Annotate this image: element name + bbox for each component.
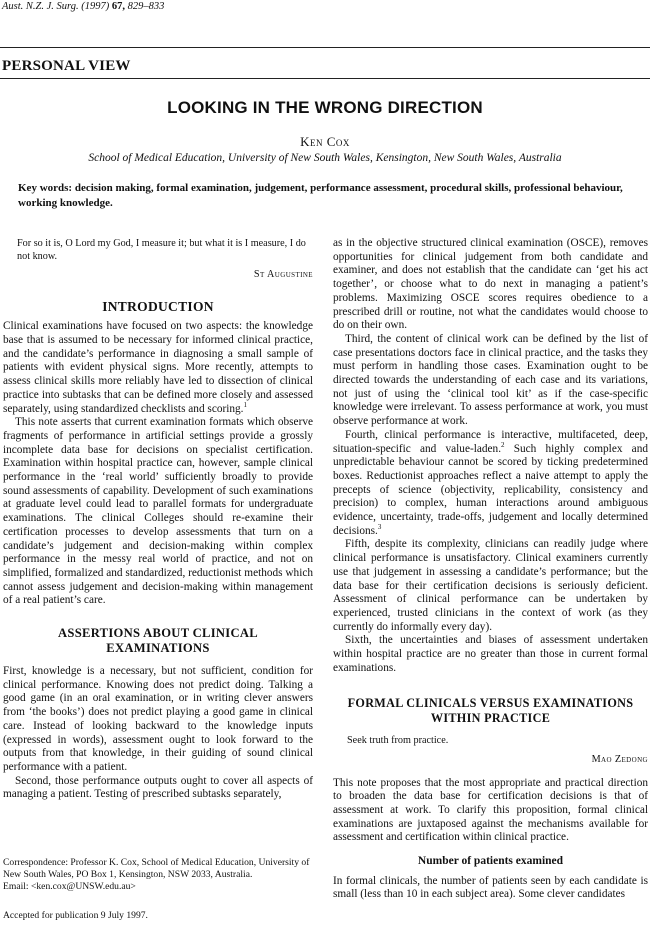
formal-paragraph-1: This note proposes that the most appropriate and practical direction to broaden the data base for certification decisions is that of assessment at work. To clarify this proposition, formal clinical examinations are juxtaposed against the mechanisms available for assessment and certification within clinical practice. [333,776,648,844]
intro-paragraph-2: This note asserts that current examination formats which observe fragments of performance in artificial settings provide a grossly incomplete data base for decisions on specialist certification. Examination within hospital practice can, however, sample clinical performance in the ‘real world’ sufficiently broadly to provide sound assessments of capability. Development of such examinations at graduate level could lead to parallel formats for undergraduate examinations. The clinical Colleges should re-examine their certification processes to develop assessments that turn on a candidate’s judgement and decision-making within complex performance in the messy real world of practice, and not on simplified, formalized and standardized, reductionist methods which cannot assess judgement and decision-making within management of a real patient’s care. [3,416,313,607]
formal-epigraph-attribution: Mao Zedong [591,753,648,765]
left-column [3,237,313,802]
right-paragraph-4: Fifth, despite its complexity, clinicians can readily judge where clinical performance is unsatisfactory. Clinical examiners currently use that judgement in assessing a candidate’s performance; but the data base for their certification decisions is seriously deficient. Assessment of clinical performance can be undertaken by experienced, trusted clinicians in the context of work (as they currently do informally every day). [333,538,648,633]
reference-1: 1 [243,400,248,409]
intro-paragraph-1: Clinical examinations have focused on two aspects: the knowledge base that is assumed to be necessary for informed clinical practice, and the candidate’s performance in diagnosing a small sample of patients with evident physical signs. More recently, attempts to assess clinical skills more reliably have led to dissection of clinical practice into subtasks that can be defined more closely and assessed separately, using standardized checklists and scoring.$^1$ [3,320,313,415]
journal-citation [2,1,164,12]
journal-name: Aust. N.Z. J. Surg. [2,1,79,12]
author-affiliation: School of Medical Education, University of New South Wales, Kensington, New South Wales, Australia [88,152,562,164]
author-name: Ken Cox [300,134,350,149]
formal-epigraph: Seek truth from practice. [347,734,449,746]
epigraph-quote: For so it is, O Lord my God, I measure it; but what it is I measure, I do not know. [17,238,306,263]
top-rule [0,47,650,48]
journal-year: (1997) [81,1,110,12]
introduction-heading: INTRODUCTION [102,299,214,315]
journal-pages: 829–833 [127,1,165,12]
correspondence-text: Correspondence: Professor K. Cox, School of Medical Education, University of New South Wales, PO Box 1, Kensington, NSW 2033, Australia. [3,857,310,880]
epigraph-attribution: St Augustine [253,268,313,280]
journal-volume: 67, [111,1,125,12]
reference-2: 2 [501,440,505,449]
assertions-paragraph-1: First, knowledge is a necessary, but not sufficient, condition for clinical performance. Knowing does not predict doing. Talking a good game (in an oral examination, or in writing clever answers from ‘the books’) does not predict playing a good game in clinical care. Instead of looking backward to the knowledge inputs (expressed in words), assessment ought to look forward to the outputs from that knowledge, in their guiding of sound clinical performance with a patient. [3,665,313,773]
keywords: Key words: decision making, formal examination, judgement, performance assessment, procedural skills, professional behaviour, working knowledge. [18,182,623,209]
right-paragraph-3: Fourth, clinical performance is interactive, multifaceted, deep, situation-specific and value-laden.$^2$ Such highly complex and unpredictable behaviour cannot be scored by ticking predetermined boxes. Reductionist approaches reflect a naive attempt to apply the precepts of science (objectivity, replicability, consistency and precision) to complex, human interactions around ambiguous evidence, uncertainty, trade-offs, judgement and locally determined decisions.$^3$ [333,428,648,537]
correspondence-note [3,857,313,892]
formal-paragraph-2: In formal clinicals, the number of patients seen by each candidate is small (less than 10 in each subject area). Some clever candidates [333,874,648,901]
right-column [333,237,648,902]
right-paragraph-2: Third, the content of clinical work can be defined by the list of case presentations doctors face in clinical practice, and the tasks they must perform in handling those cases. Examination ought to be directed towards the understanding of each case and its variations, not just of using the ‘clinical tool kit’ as if the case-specific knowledge were irrelevant. To assess performance at work, you must observe performance at work. [333,332,648,428]
right-paragraph-5: Sixth, the uncertainties and biases of assessment undertaken within hospital practice are no greater than those in current formal examinations. [333,634,648,674]
article-title: LOOKING IN THE WRONG DIRECTION [167,98,483,117]
section-rule [0,78,650,79]
right-paragraph-1: as in the objective structured clinical examination (OSCE), removes opportunities for clinical judgement from both candidate and examiner, and does not establish that the candidate can ‘get his act together’, or choose what to do next in managing a patient’s problems. Maximizing OSCE scores requires obedience to a prescribed drill or routine, not what the candidates would choose to do on their own. [333,237,648,332]
reference-3: 3 [377,523,382,531]
accepted-date: Accepted for publication 9 July 1997. [3,910,148,921]
number-of-patients-heading: Number of patients examined [417,855,564,868]
section-label: PERSONAL VIEW [2,58,131,74]
formal-clinicals-heading: FORMAL CLINICALS VERSUS EXAMINATIONS WITHIN PRACTICE [347,695,634,725]
assertions-paragraph-2: Second, those performance outputs ought to cover all aspects of managing a patient. Testing of prescribed subtasks separately, [3,774,313,801]
correspondence-email: Email: <ken.cox@UNSW.edu.au> [3,880,136,892]
assertions-heading: ASSERTIONS ABOUT CLINICAL EXAMINATIONS [58,626,258,656]
